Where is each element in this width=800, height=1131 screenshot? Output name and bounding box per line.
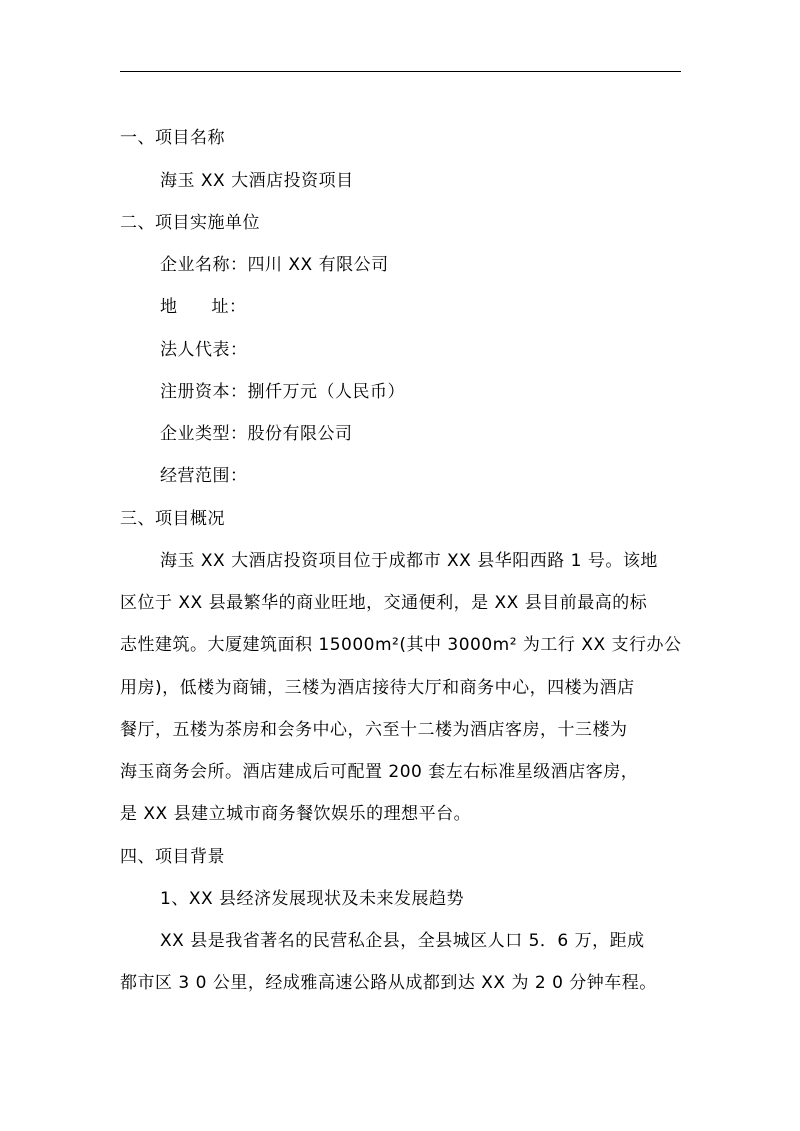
section-2-heading: 二、项目实施单位	[120, 213, 260, 233]
overview-line: 海玉商务会所。酒店建成后可配置 200 套左右标准星级酒店客房，	[120, 762, 639, 782]
background-line: 都市区 3 0 公里，经成雅高速公路从成都到达 XX 为 2 0 分钟车程。	[120, 973, 657, 993]
legal-representative: 法人代表：	[160, 340, 248, 360]
background-line: XX 县是我省著名的民营私企县，全县城区人口 5．6 万，距成	[160, 931, 645, 951]
company-type: 企业类型：股份有限公司	[160, 424, 353, 444]
company-name: 企业名称：四川 XX 有限公司	[160, 255, 389, 275]
section-3-heading: 三、项目概况	[120, 509, 225, 529]
address-label-b: 址：	[211, 297, 247, 317]
address-label-a: 地	[160, 297, 178, 317]
overview-line: 餐厅，五楼为茶房和会务中心，六至十二楼为酒店客房，十三楼为	[120, 720, 628, 740]
header-rule	[120, 71, 681, 72]
overview-line: 区位于 XX 县最繁华的商业旺地，交通便利，是 XX 县目前最高的标	[120, 593, 648, 613]
section-1-heading: 一、项目名称	[120, 128, 225, 148]
background-subheading: 1、XX 县经济发展现状及未来发展趋势	[160, 889, 465, 909]
project-name: 海玉 XX 大酒店投资项目	[160, 171, 354, 191]
business-scope: 经营范围：	[160, 466, 248, 486]
registered-capital: 注册资本：捌仟万元（人民币）	[160, 382, 405, 402]
overview-line: 海玉 XX 大酒店投资项目位于成都市 XX 县华阳西路 1 号。该地	[160, 551, 658, 571]
section-4-heading: 四、项目背景	[120, 847, 225, 867]
company-address	[160, 295, 247, 319]
overview-line: 志性建筑。大厦建筑面积 15000m²(其中 3000m² 为工行 XX 支行办公	[120, 635, 682, 655]
overview-line: 用房)，低楼为商铺，三楼为酒店接待大厅和商务中心，四楼为酒店	[120, 678, 635, 698]
overview-line: 是 XX 县建立城市商务餐饮娱乐的理想平台。	[120, 804, 472, 824]
